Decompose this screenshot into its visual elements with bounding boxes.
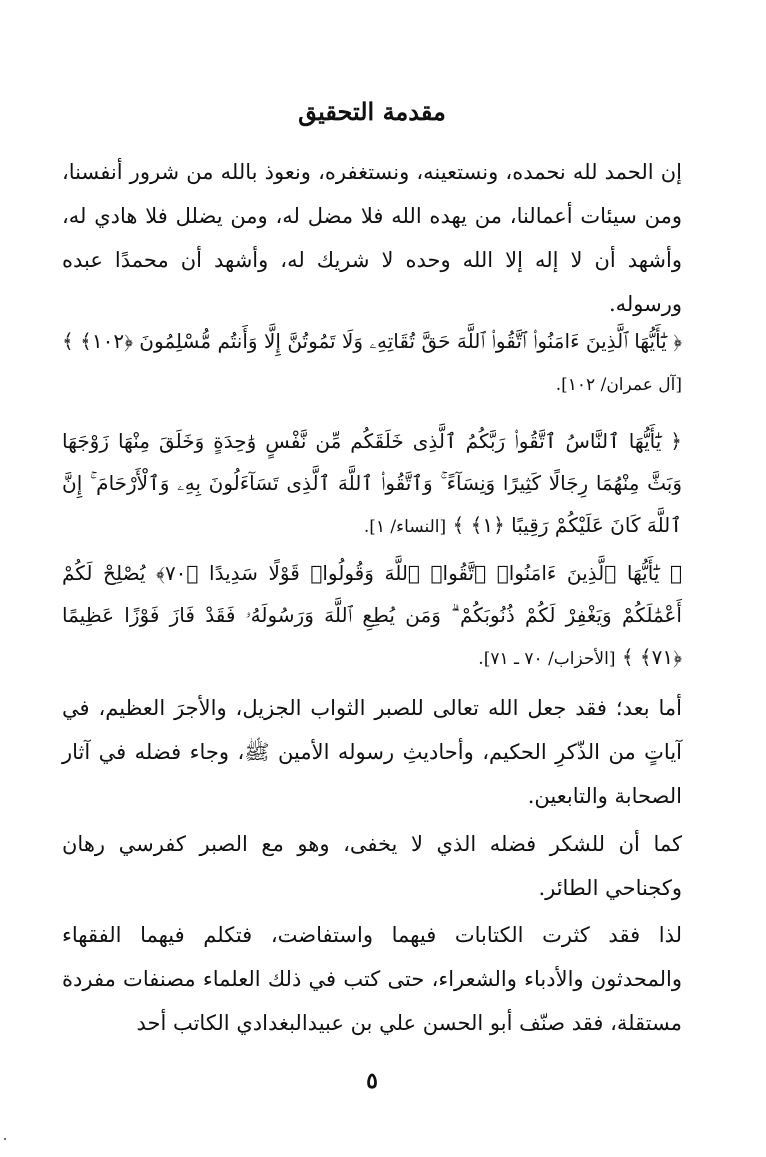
verse-reference: [آل عمران/ ١٠٢].: [555, 375, 682, 395]
scan-speck: [4, 1138, 6, 1140]
quran-verse-an-nisa: [62, 420, 682, 548]
verse-text: ﴿ يَٰٓأَيُّهَا ٱلنَّاسُ ٱتَّقُوا۟ رَبَّكُمُ ٱلَّذِى خَلَقَكُم مِّن نَّفْسٍ وَٰحِدَةٍ وَخَلَقَ مِنْهَا زَوْجَهَا وَبَثَّ مِنْهُمَا رِجَالًا كَثِيرًا وَنِسَآءً ۚ وَٱتَّقُوا۟ ٱللَّهَ ٱلَّذِى تَسَآءَلُونَ بِهِۦ وَٱلْأَرْحَامَ ۚ إِنَّ ٱللَّهَ كَانَ عَلَيْكُمْ رَقِيبًا ﴿١﴾ ﴾: [62, 429, 682, 537]
verse-text: ﴿ يَٰٓأَيُّهَا ٱلَّذِينَ ءَامَنُوا۟ ٱتَّقُوا۟ ٱللَّهَ وَقُولُوا۟ قَوْلًا سَدِيدًا ﴿٧٠﴾ يُصْلِحْ لَكُمْ أَعْمَٰلَكُمْ وَيَغْفِرْ لَكُمْ ذُنُوبَكُمْ ۗ وَمَن يُطِعِ ٱللَّهَ وَرَسُولَهُۥ فَقَدْ فَازَ فَوْزًا عَظِيمًا ﴿٧١﴾ ﴾: [62, 561, 682, 669]
page-number: ٥: [366, 1068, 378, 1094]
page-title: مقدمة التحقيق: [298, 97, 446, 126]
opening-paragraph: إن الحمد لله نحمده، ونستعينه، ونستغفره، ونعوذ بالله من شرور أنفسنا، ومن سيئات أعمالنا، من يهده الله فلا مضل له، ومن يضلل فلا هادي له، وأشهد أن لا إله إلا الله وحده لا شريك له، وأشهد أن محمدًا عبده ورسوله.: [62, 160, 682, 316]
verse-reference: [النساء/ ١].: [363, 517, 447, 537]
quran-verse-al-imran: [62, 320, 682, 406]
books-paragraph: لذا فقد كثرت الكتابات فيهما واستفاضت، فتكلم فيهما الفقهاء والمحدثون والأدباء والشعراء، حتى كتب في ذلك العلماء مصنفات مفردة مستقلة، فقد صنّف أبو الحسن علي بن عبيدالبغدادي الكاتب أحد: [62, 923, 682, 1035]
verse-reference: [الأحزاب/ ٧٠ ـ ٧١].: [478, 649, 616, 669]
verse-text: ﴿ يَٰٓأَيُّهَا ٱلَّذِينَ ءَامَنُوا۟ ٱتَّقُوا۟ ٱللَّهَ حَقَّ تُقَاتِهِۦ وَلَا تَمُوتُنَّ إِلَّا وَأَنتُم مُّسْلِمُونَ ﴿١٠٢﴾ ﴾: [62, 329, 682, 353]
quran-verse-al-ahzab: [62, 552, 682, 680]
after-praise-paragraph: أما بعد؛ فقد جعل الله تعالى للصبر الثواب الجزيل، والأجرَ العظيم، في آياتٍ من الذّكرِ الحكيم، وأحاديثِ رسوله الأمين ﷺ، وجاء فضله في آثار الصحابة والتابعين.: [62, 696, 682, 808]
gratitude-paragraph: كما أن للشكر فضله الذي لا يخفى، وهو مع الصبر كفرسي رهان وكجناحي الطائر.: [62, 832, 682, 900]
book-page: [62, 0, 682, 1157]
